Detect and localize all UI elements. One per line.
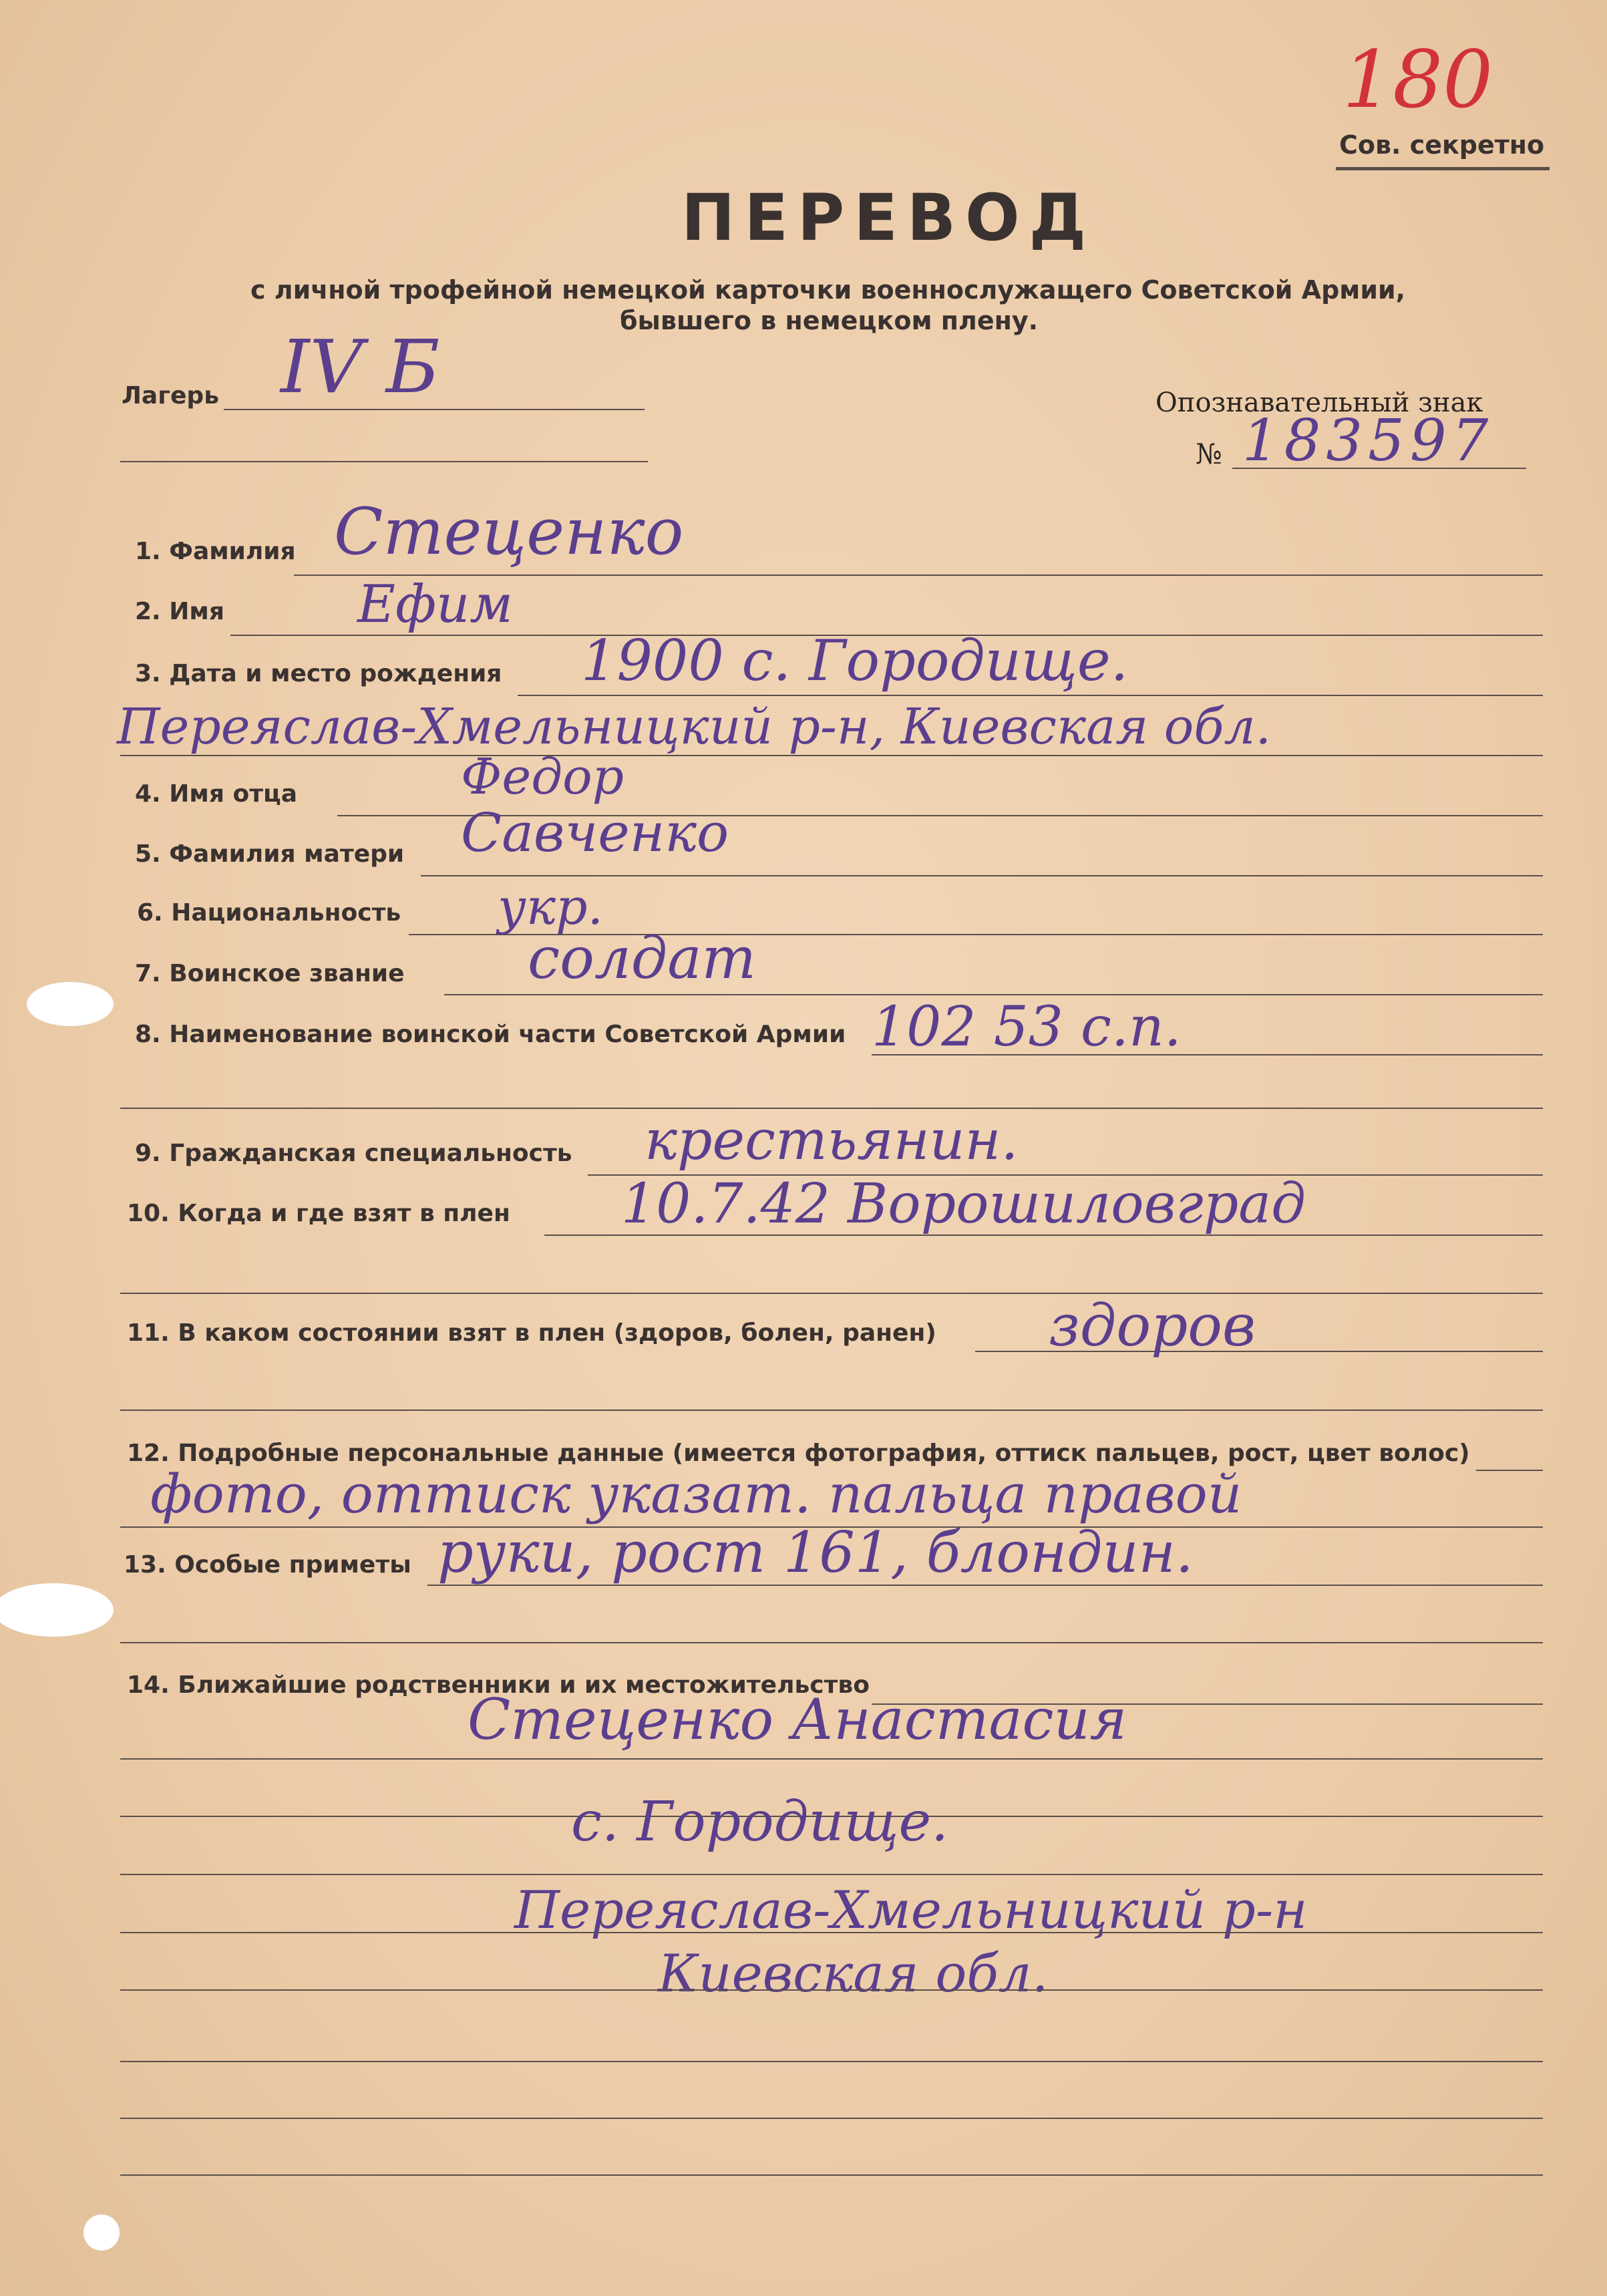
camp-label: Лагерь bbox=[122, 382, 219, 409]
classification-underline bbox=[1336, 167, 1550, 170]
camp-value: IV Б bbox=[281, 324, 440, 409]
field-14-value-3: Переяслав-Хмельницкий р-н bbox=[514, 1880, 1308, 1941]
field-1-label: 1. Фамилия bbox=[135, 538, 296, 565]
field-11-label: 11. В каком состоянии взят в плен (здоров, болен, ранен) bbox=[127, 1319, 936, 1347]
document-subtitle-line2: бывшего в немецком плену. bbox=[620, 306, 1039, 335]
field-14-line-5 bbox=[120, 1932, 1543, 1933]
document-title: ПЕРЕВОД bbox=[681, 180, 1096, 255]
field-1-value: Стеценко bbox=[334, 494, 684, 569]
field-9-value: крестьянин. bbox=[645, 1109, 1019, 1172]
field-13-label: 13. Особые приметы bbox=[124, 1551, 411, 1579]
id-mark-number-sign: № bbox=[1196, 438, 1222, 470]
field-14-line-7 bbox=[120, 2061, 1543, 2062]
field-10-line-2 bbox=[120, 1293, 1543, 1294]
field-7-label: 7. Воинское звание bbox=[135, 960, 405, 987]
field-5-label: 5. Фамилия матери bbox=[135, 840, 405, 868]
field-14-value-4: Киевская обл. bbox=[658, 1944, 1049, 2004]
corner-number: 180 bbox=[1343, 33, 1493, 126]
field-10-value: 10.7.42 Ворошиловград bbox=[621, 1172, 1306, 1236]
id-mark-value: 183597 bbox=[1242, 407, 1494, 474]
punch-hole-top bbox=[27, 982, 114, 1026]
field-14-line-9 bbox=[120, 2174, 1543, 2176]
field-14-value-2: с. Городище. bbox=[571, 1790, 949, 1854]
field-14-line-6 bbox=[120, 1989, 1543, 1991]
field-13-line-2 bbox=[120, 1642, 1543, 1643]
field-14-label: 14. Ближайшие родственники и их местожительство bbox=[127, 1671, 870, 1699]
field-9-label: 9. Гражданская специальность bbox=[135, 1140, 572, 1167]
field-2-label: 2. Имя bbox=[135, 598, 224, 625]
field-3-value: 1900 с. Городище. bbox=[581, 628, 1129, 693]
id-mark-label: Опознавательный знак bbox=[1155, 387, 1483, 418]
field-6-label: 6. Национальность bbox=[137, 899, 401, 927]
field-12-value: фото, оттиск указат. пальца правой bbox=[150, 1463, 1242, 1525]
field-4-value: Федор bbox=[461, 748, 624, 806]
punch-hole-bottom bbox=[83, 2215, 120, 2251]
classification-stamp: Сов. секретно bbox=[1339, 130, 1545, 160]
field-4-label: 4. Имя отца bbox=[135, 780, 298, 808]
field-11-value: здоров bbox=[1049, 1293, 1256, 1359]
field-13-value: руки, рост 161, блондин. bbox=[437, 1520, 1194, 1585]
field-3-label: 3. Дата и место рождения bbox=[135, 660, 502, 687]
field-11-line-2 bbox=[120, 1410, 1543, 1411]
field-10-label: 10. Когда и где взят в плен bbox=[127, 1200, 510, 1227]
field-2-value: Ефим bbox=[357, 575, 513, 635]
field-12-label: 12. Подробные персональные данные (имеется фотография, оттиск пальцев, рост, цвет волос) bbox=[127, 1440, 1470, 1467]
field-14-value-1: Стеценко Анастасия bbox=[468, 1687, 1127, 1752]
field-3-line bbox=[518, 695, 1543, 696]
field-7-value: солдат bbox=[528, 925, 757, 992]
camp-line-2 bbox=[120, 461, 648, 462]
field-6-value: укр. bbox=[498, 878, 604, 936]
field-14-line-2 bbox=[120, 1758, 1543, 1760]
field-3-value-2: Переяслав-Хмельницкий р-н, Киевская обл. bbox=[117, 698, 1272, 756]
field-5-value: Савченко bbox=[461, 802, 729, 864]
field-14-line-8 bbox=[120, 2118, 1543, 2119]
field-12-line bbox=[1476, 1470, 1543, 1471]
field-8-label: 8. Наименование воинской части Советской Армии bbox=[135, 1021, 846, 1048]
field-14-line-4 bbox=[120, 1874, 1543, 1875]
field-8-value: 102 53 с.п. bbox=[872, 995, 1182, 1059]
field-5-line bbox=[421, 875, 1543, 876]
document-subtitle-line1: с личной трофейной немецкой карточки военнослужащего Советской Армии, bbox=[250, 275, 1406, 305]
